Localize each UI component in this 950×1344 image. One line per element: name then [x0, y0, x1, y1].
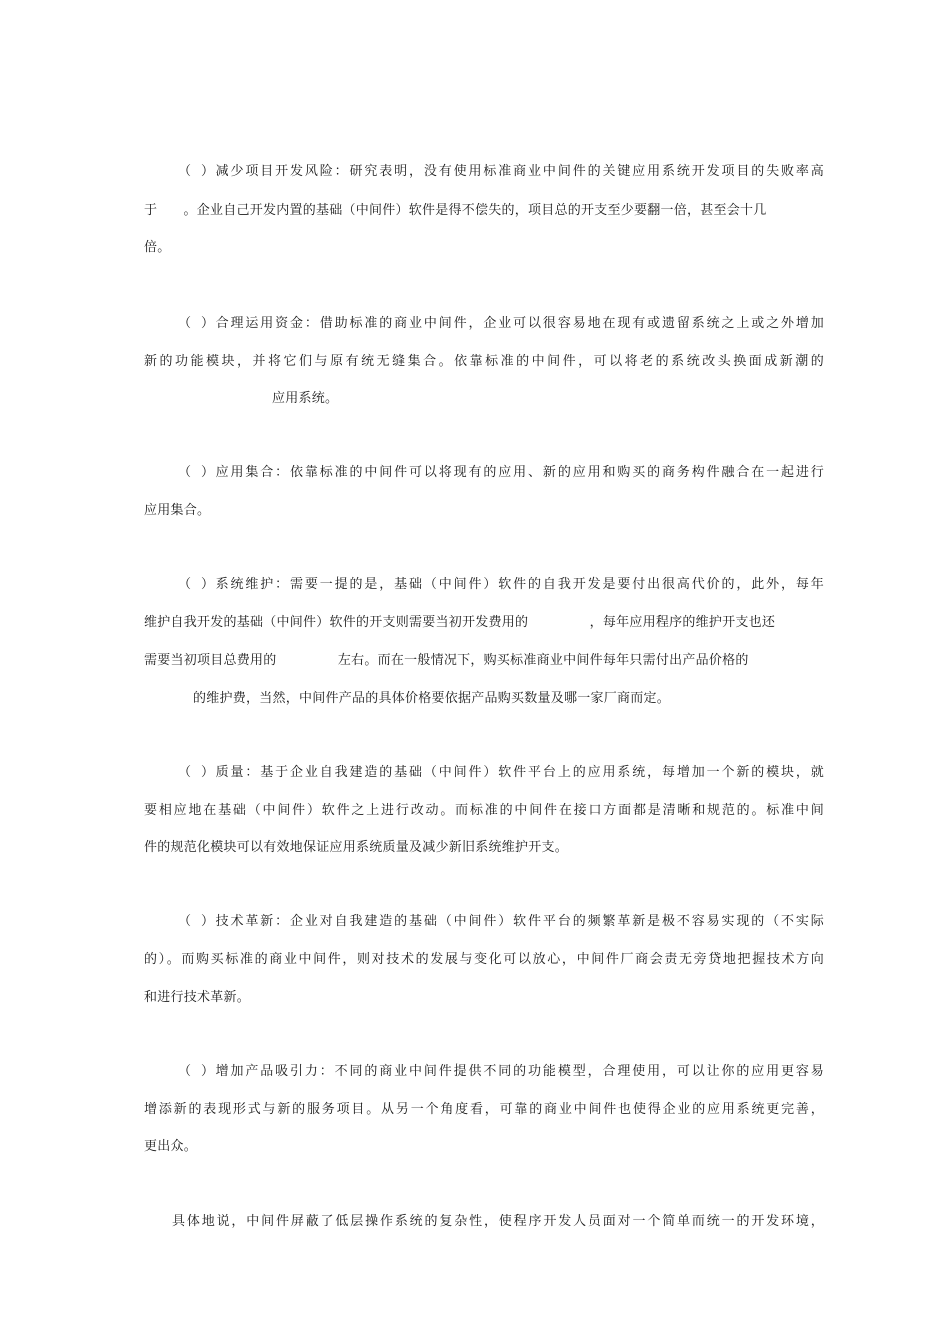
- paragraph-2-line-3: 应用系统。: [272, 391, 339, 406]
- paragraph-5-line-1: （ ）质量：基于企业自我建造的基础（中间件）软件平台上的应用系统，每增加一个新的模块，就: [144, 763, 824, 783]
- paragraph-6-line-2: 的）。而购买标准的商业中间件，则对技术的发展与变化可以放心，中间件厂商会责无旁贷地把握技术方向: [144, 952, 824, 967]
- paragraph-2-line-1: （ ）合理运用资金：借助标准的商业中间件，企业可以很容易地在现有或遗留系统之上或之外增加: [144, 314, 824, 334]
- paragraph-4-marker: （ ）: [178, 577, 214, 592]
- paragraph-4-line-4: 的维护费，当然，中间件产品的具体价格要依据产品购买数量及哪一家厂商而定。: [193, 691, 671, 706]
- paragraph-3-line-2: 应用集合。: [144, 503, 211, 518]
- paragraph-1-marker: （ ）: [178, 164, 214, 179]
- paragraph-3-marker: （ ）: [178, 465, 214, 480]
- paragraph-5-marker: （ ）: [178, 765, 214, 780]
- paragraph-5-line-3: 件的规范化模块可以有效地保证应用系统质量及减少新旧系统维护开支。: [144, 840, 569, 855]
- paragraph-7-line-3: 更出众。: [144, 1139, 198, 1154]
- paragraph-5-line-2: 要相应地在基础（中间件）软件之上进行改动。而标准的中间件在接口方面都是清晰和规范的。标准中间: [144, 803, 824, 818]
- paragraph-1-line-3: 倍。: [144, 240, 171, 255]
- paragraph-7-line-1: （ ）增加产品吸引力：不同的商业中间件提供不同的功能模型，合理使用，可以让你的应用更容易: [144, 1062, 824, 1082]
- closing-paragraph-line-1: 具体地说，中间件屏蔽了低层操作系统的复杂性，使程序开发人员面对一个简单而统一的开发环境，: [172, 1214, 824, 1229]
- paragraph-4-line-3: 需要当初项目总费用的 左右。而在一般情况下，购买标准商业中间件每年只需付出产品价格的: [144, 653, 749, 668]
- paragraph-4-line-1: （ ）系统维护：需要一提的是，基础（中间件）软件的自我开发是要付出很高代价的，此外，每年: [144, 575, 824, 595]
- paragraph-2-marker: （ ）: [178, 316, 214, 331]
- paragraph-7-marker: （ ）: [178, 1064, 214, 1079]
- paragraph-3-line-1: （ ）应用集合：依靠标准的中间件可以将现有的应用、新的应用和购买的商务构件融合在一起进行: [144, 463, 824, 483]
- paragraph-6-marker: （ ）: [178, 914, 214, 929]
- paragraph-4-line-2: 维护自我开发的基础（中间件）软件的开支则需要当初开发费用的 ，每年应用程序的维护开支也还: [144, 615, 776, 630]
- paragraph-1-line-2: 于 。企业自己开发内置的基础（中间件）软件是得不偿失的，项目总的开支至少要翻一倍，甚至会十几: [144, 203, 767, 218]
- paragraph-6-line-3: 和进行技术革新。: [144, 990, 251, 1005]
- paragraph-6-line-1: （ ）技术革新：企业对自我建造的基础（中间件）软件平台的频繁革新是极不容易实现的（不实际: [144, 912, 824, 932]
- paragraph-7-line-2: 增添新的表现形式与新的服务项目。从另一个角度看，可靠的商业中间件也使得企业的应用系统更完善，: [144, 1102, 824, 1117]
- paragraph-1-line-1: （ ）减少项目开发风险：研究表明，没有使用标准商业中间件的关键应用系统开发项目的失败率高: [144, 162, 824, 182]
- paragraph-2-line-2: 新的功能模块，并将它们与原有统无缝集合。依靠标准的中间件，可以将老的系统改头换面成新潮的: [144, 354, 824, 369]
